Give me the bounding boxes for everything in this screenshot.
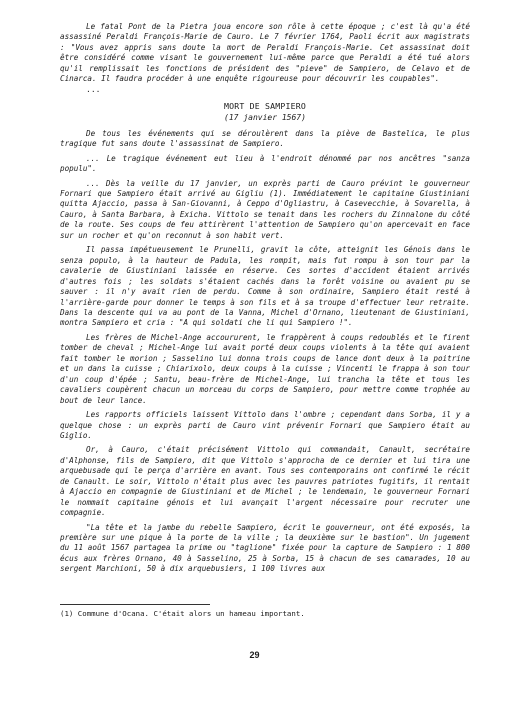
paragraph-veille: ... Dès la veille du 17 janvier, un exprès parti de Cauro prévint le gouverneur Fornari que Sampiero était arrivé au Gigliu (1). Immédiatement le capitaine Giustiniani quitta Ajaccio, passa à San-Giovanni, à Ceppo d'Ogliastru, à Casevecchie, à Sovarella, à Cauro, à Santa Barbara, à Exicha. Vittolo se tenait dans les rochers du Zinnalone du côté de la route. Ses coups de feu attirèrent l'attention de Sampiero qu'on apercevait en face sur un rocher et qu'on reconnut à son habit vert. [60, 178, 470, 240]
paragraph-cauro: Or, à Cauro, c'était précisément Vittolo qui commandait, Canault, secrétaire d'Alphonse, fils de Sampiero, dit que Vittolo s'approcha de ce dernier et lui tira une arquebusade qui le perça d'arrière en avant. Tous ses contemporains ont confirmé le récit de Canault. Le soir, Vittolo n'était plus avec les pauvres patriotes fugitifs, il rentait à Ajaccio en compagnie de Giustiniani et de Michel ; le lendemain, le gouverneur Fornari le nommait capitaine génois et lui avançait l'argent nécessaire pour recruter une compagnie. [60, 445, 470, 518]
paragraph-jugement: "La tête et la jambe du rebelle Sampiero, écrit le gouverneur, ont été exposés, la première sur une pique à la porte de la ville ; la deuxième sur le bastion". Un jugement du 11 août 1567 partagea la prime ou "taglione" fixée pour la capture de Sampiero : 1 800 écus aux frères Ornano, 40 à Sasselino, 25 à Sorba, 15 à chacun de ses camarades, 10 au sergent Marchioni, 50 à dix arquebusiers, 1 100 livres aux [60, 522, 470, 574]
paragraph-prunelli: Il passa impétueusement le Prunelli, gravit la côte, atteignit les Génois dans le senza populo, à la hauteur de Padula, les rompit, mais fut rompu à son tour par la cavalerie de Giustiniani laissée en réserve. Ces sortes d'accident étaient arrivés d'autres fois ; les soldats s'étaient cachés dans la forêt voisine ou avaient pu se sauver : il n'y avait rien de perdu. Comme à son ordinaire, Sampiero était resté à l'arrière-garde pour donner le temps à son fils et à sa troupe d'effectuer leur retraite. Dans la descente qui va au pont de la Vanna, Michel d'Ornano, lieutenant de Giustiniani, montra Sampiero et cria : "A qui soldati che li qui Sampiero !". [60, 245, 470, 328]
page-body [60, 22, 470, 575]
paragraph-sanza-populu: ... Le tragique événement eut lieu à l'endroit dénommé par nos ancêtres "sanza populu". [60, 153, 470, 174]
section-date: (17 janvier 1567) [224, 112, 306, 122]
paragraph-intro: De tous les événements qui se déroulèrent dans la piève de Bastelica, le plus tragique fut sans doute l'assassinat de Sampiero. [60, 128, 470, 149]
ellipsis: ... [86, 84, 101, 94]
footnote: (1) Commune d'Ocana. C'était alors un hameau important. [60, 609, 305, 618]
section-title: MORT DE SAMPIERO [223, 100, 307, 111]
page-number: 29 [249, 650, 260, 660]
footnote-rule [60, 604, 210, 605]
paragraph-freres: Les frères de Michel-Ange accoururent, le frappèrent à coups redoublés et le firent tomber de cheval ; Michel-Ange lui avait porté deux coups violents à la tête qui avaient fait tomber le morion ; Sasselino lui donna trois coups de lance dont deux à la poitrine et un dans la cuisse ; Chiarixolo, deux coups à la cuisse ; Vincenti le frappa à son tour d'un coup d'épée ; Santu, beau-frère de Michel-Ange, lui trancha la tête et tous les cavaliers coupèrent chacun un morceau du corps de Sampiero, pour mettre comme trophée au bout de leur lance. [60, 332, 470, 405]
paragraph-peraldi: Le fatal Pont de la Pietra joua encore son rôle à cette époque ; c'est là qu'a été assassiné Peraldi François-Marie de Cauro. Le 7 février 1764, Paoli écrit aux magistrats : "Vous avez appris sans doute la mort de Peraldi François-Marie. Cet assassinat doit être considéré comme visant le gouvernement lui-même parce que Peraldi a été tué alors qu'il remplissait les fonctions de président des "pieve" de Sampiero, de Celavo et de Cinarca. Il faudra procéder à une enquête rigoureuse pour découvrir les coupables". [60, 22, 470, 84]
paragraph-rapports: Les rapports officiels laissent Vittolo dans l'ombre ; cependant dans Sorba, il y a quelque chose : un exprès parti de Cauro vint prévenir Fornari que Sampiero était au Giglio. [60, 410, 470, 440]
